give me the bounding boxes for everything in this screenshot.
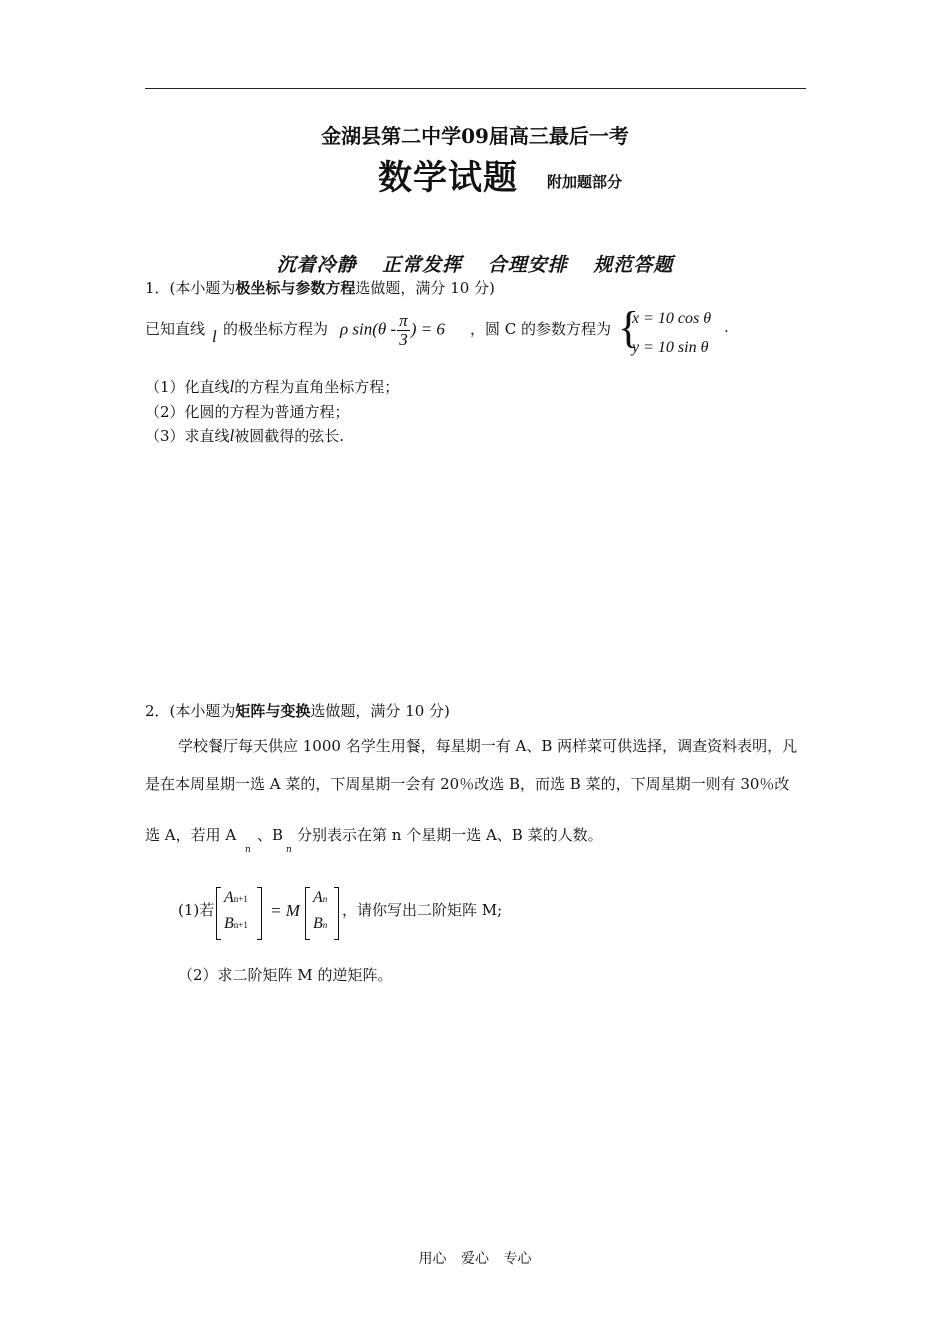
q2-para-line3-a: 选 A，若用 A	[145, 826, 237, 844]
q1-stem-b: 的极坐标方程为	[223, 320, 329, 338]
q2-para-line2: 是在本周星期一选 A 菜的，下周星期一会有 20％改选 B，而选 B 菜的，下周星期一则有 30％改	[145, 775, 790, 793]
subject-title: 数学试题	[378, 158, 518, 198]
q2-heading-topic: 矩阵与变换	[235, 702, 311, 720]
school-title: 金湖县第二中学09届高三最后一考	[321, 124, 629, 148]
q2-vec-a-n	[313, 889, 327, 907]
header-rule	[145, 88, 806, 89]
q1-heading	[145, 277, 495, 298]
q1-stem-c: ，圆 C 的参数方程为	[470, 320, 612, 338]
q1-line-var: l	[212, 327, 217, 346]
q1-part3	[145, 425, 344, 446]
q2-vec-b-n-letter: B	[313, 915, 323, 932]
q1-part3-rest: 被圆截得的弦长.	[234, 427, 345, 445]
q1-param-y: y = 10 sin θ	[632, 339, 709, 356]
q2-sub-n2: n	[286, 845, 292, 855]
q1-system-brace: {	[618, 303, 640, 352]
q2-vec-a-next	[224, 889, 248, 907]
q1-param-x: x = 10 cos θ	[632, 310, 712, 327]
q2-para-line3-b: 、B	[257, 826, 284, 844]
q1-polar-right: ) = 6	[410, 319, 445, 339]
q2-eq-m: = M	[270, 901, 300, 920]
q2-vec-a-n-sub: n	[322, 894, 328, 904]
q2-part1-prefix: (1)若	[178, 901, 215, 919]
q1-polar-fraction	[397, 312, 410, 349]
q1-part1-var: l	[229, 377, 235, 396]
q1-polar-equation	[340, 312, 445, 349]
q1-part2: （2）化圆的方程为普通方程；	[145, 403, 350, 421]
q1-heading-suffix: 选做题，满分 10 分)	[355, 279, 495, 297]
q1-polar-left: ρ sin(θ -	[340, 319, 397, 339]
q2-vec-b-next-sub: n+1	[233, 920, 248, 930]
q1-heading-topic: 极坐标与参数方程	[235, 279, 356, 297]
q1-stem-a: 已知直线	[145, 320, 206, 338]
q1-part3-var: l	[229, 426, 235, 445]
q2-vec-b-next	[224, 915, 248, 933]
q2-vec-b-n-sub: n	[322, 920, 328, 930]
q2-vec-b-n	[313, 915, 327, 933]
q2-sub-n1: n	[245, 845, 251, 855]
q1-heading-prefix: 1．(本小题为	[145, 279, 236, 297]
q2-part1-suffix: ，请你写出二阶矩阵 M;	[342, 901, 503, 919]
q1-stem-end: .	[724, 318, 729, 336]
q2-heading-suffix: 选做题，满分 10 分)	[310, 702, 450, 720]
q2-vec-a-next-letter: A	[224, 889, 234, 906]
q2-vec-b-next-letter: B	[224, 915, 234, 932]
q1-part3-text: （3）求直线	[145, 427, 230, 445]
motto: 沉着冷静 正常发挥 合理安排 规范答题	[276, 254, 674, 276]
q2-vec-a-next-sub: n+1	[233, 894, 248, 904]
q1-part1	[145, 376, 399, 397]
q2-left-vector	[216, 887, 262, 940]
page-footer: 用心 爱心 专心	[418, 1251, 532, 1267]
q2-para-line3-c: 分别表示在第 n 个星期一选 A、B 菜的人数。	[297, 826, 603, 844]
q1-polar-num: π	[399, 311, 408, 330]
q2-part2: （2）求二阶矩阵 M 的逆矩阵。	[178, 966, 393, 984]
q2-right-vector	[305, 887, 339, 940]
q2-heading-prefix: 2．(本小题为	[145, 702, 236, 720]
q2-heading	[145, 700, 450, 721]
q2-vec-a-n-letter: A	[313, 889, 323, 906]
q1-polar-den: 3	[399, 330, 408, 349]
subject-subtitle: 附加题部分	[547, 173, 623, 191]
q2-para-line1: 学校餐厅每天供应 1000 名学生用餐，每星期一有 A、B 两样菜可供选择，调查资料表明，凡	[178, 737, 798, 755]
q1-part1-rest: 的方程为直角坐标方程；	[234, 378, 400, 396]
q1-part1-text: （1）化直线	[145, 378, 230, 396]
